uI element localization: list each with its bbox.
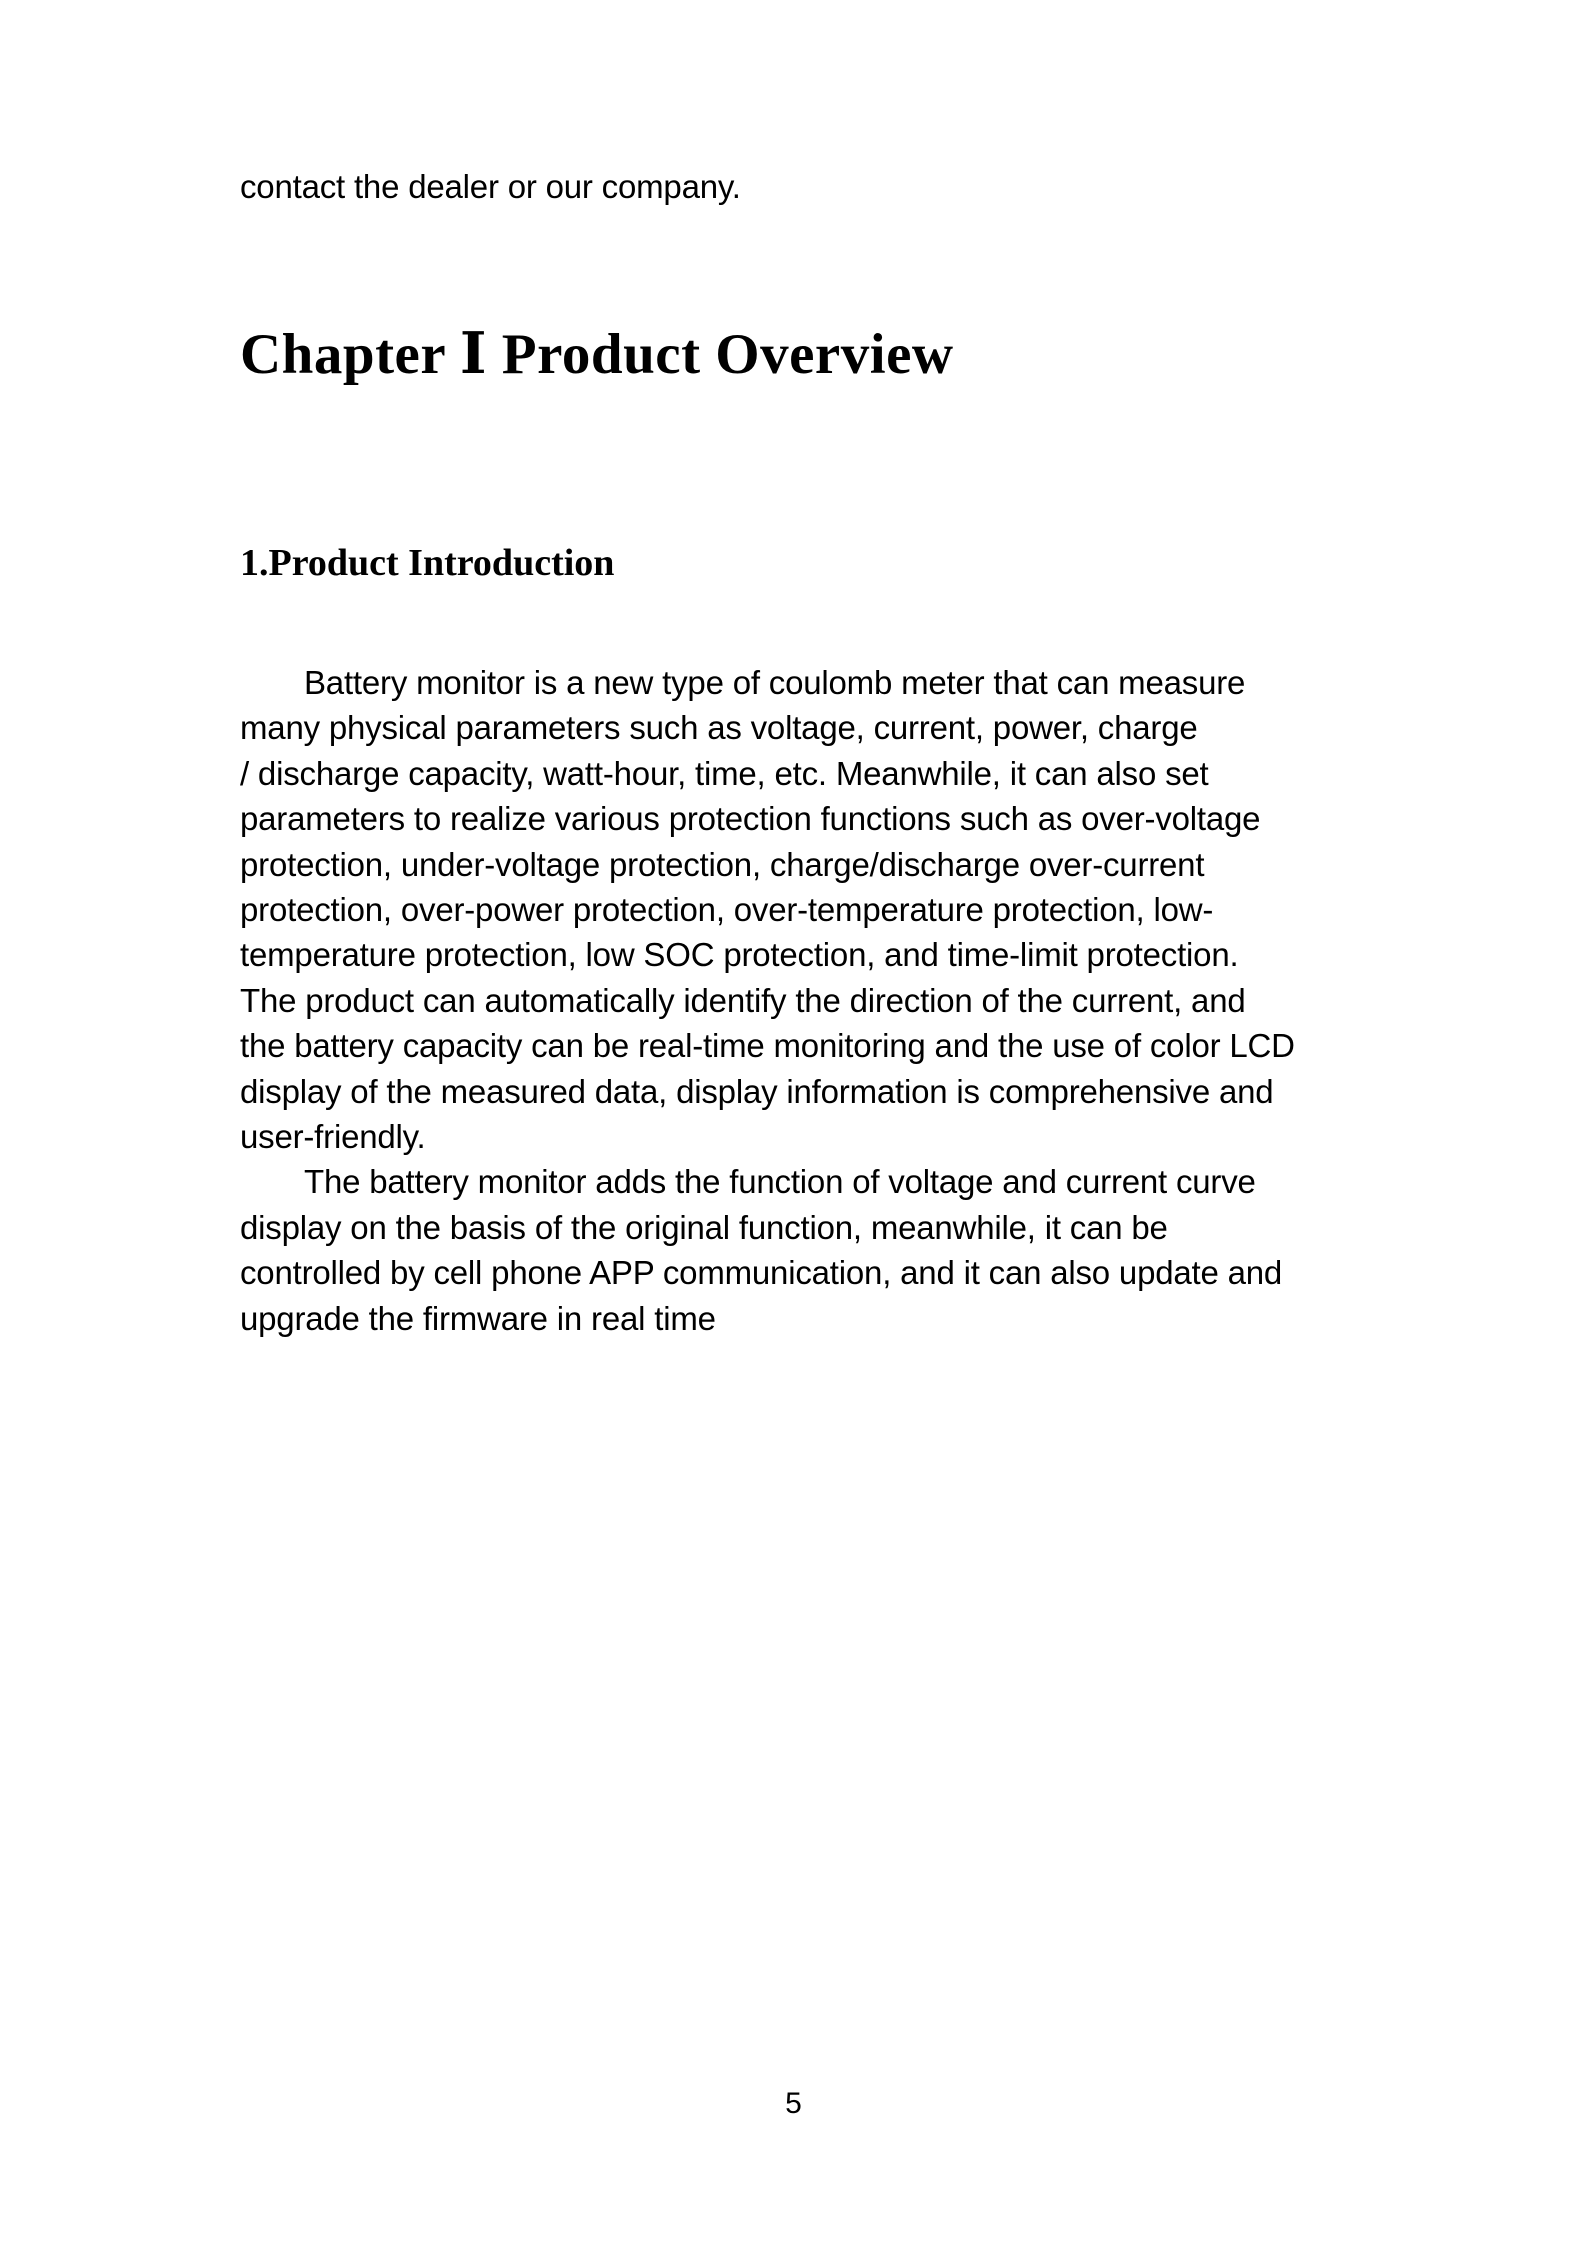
body-line: temperature protection, low SOC protection, and time-limit protection. bbox=[240, 936, 1239, 974]
body-line: protection, over-power protection, over-temperature protection, low- bbox=[240, 891, 1214, 929]
body-line: The battery monitor adds the function of voltage and current curve bbox=[304, 1163, 1256, 1201]
body-line: Battery monitor is a new type of coulomb meter that can measure bbox=[304, 664, 1246, 701]
body-line: protection, under-voltage protection, charge/discharge over-current bbox=[240, 845, 1205, 883]
body-line: parameters to realize various protection functions such as over-voltage bbox=[240, 800, 1261, 838]
chapter-heading: Chapter Ⅰ Product Overview bbox=[240, 323, 954, 386]
body-line: the battery capacity can be real-time monitoring and the use of color LCD bbox=[240, 1027, 1295, 1065]
body-line: user-friendly. bbox=[240, 1118, 426, 1156]
body-line: / discharge capacity, watt-hour, time, etc. Meanwhile, it can also set bbox=[240, 754, 1209, 792]
body-line: display of the measured data, display information is comprehensive and bbox=[240, 1072, 1274, 1110]
section-heading: 1.Product Introduction bbox=[240, 542, 615, 584]
body-line: many physical parameters such as voltage, current, power, charge bbox=[240, 709, 1198, 747]
page-number: 5 bbox=[785, 2087, 802, 2120]
intro-line: contact the dealer or our company. bbox=[240, 168, 741, 205]
body-text bbox=[240, 660, 1430, 1341]
body-line: The product can automatically identify the direction of the current, and bbox=[240, 981, 1246, 1019]
body-line: display on the basis of the original function, meanwhile, it can be bbox=[240, 1208, 1168, 1246]
body-line: upgrade the firmware in real time bbox=[240, 1299, 716, 1337]
body-line: controlled by cell phone APP communication, and it can also update and bbox=[240, 1254, 1283, 1292]
